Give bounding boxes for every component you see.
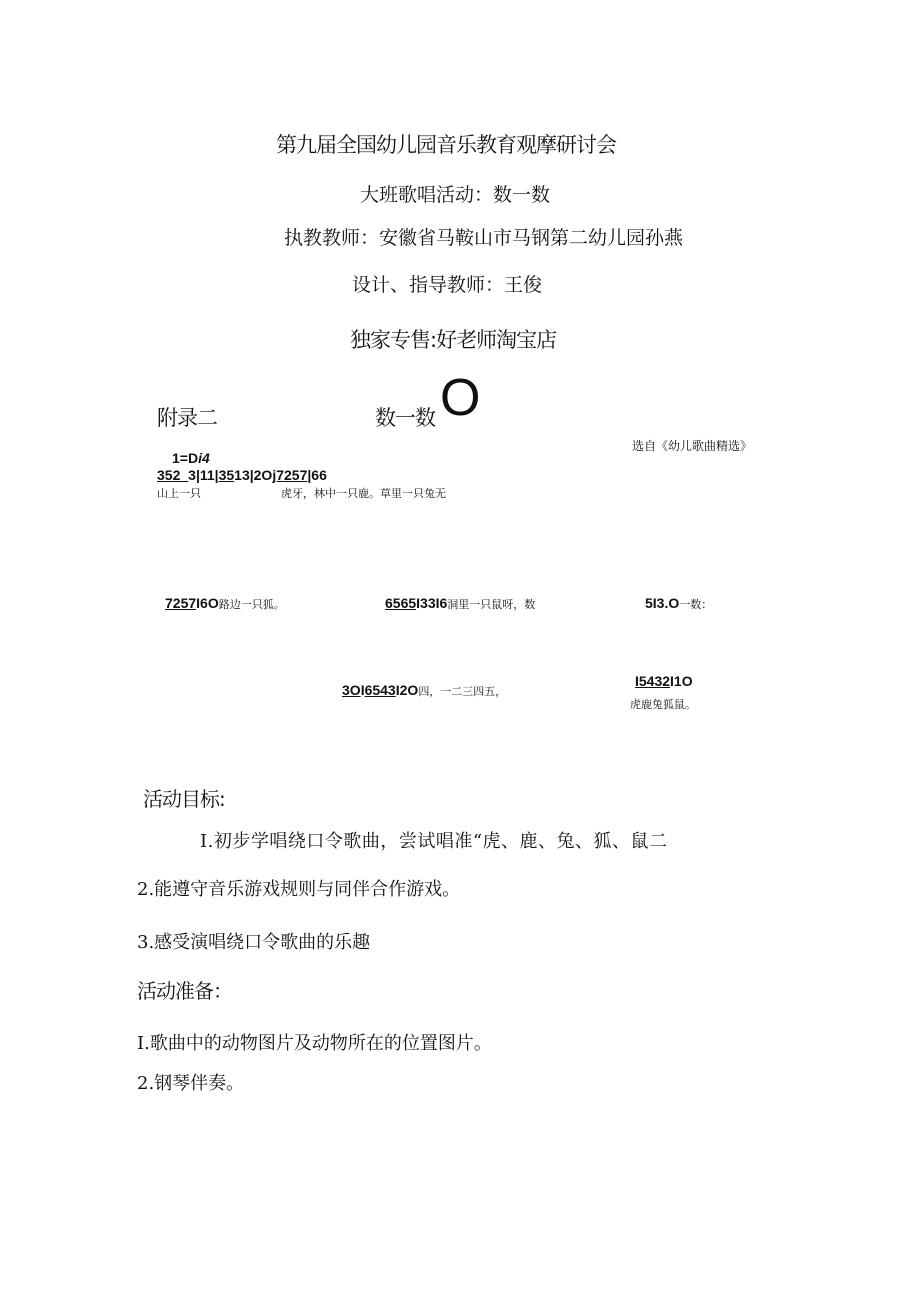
prep-item: 2.钢琴伴奏。	[137, 1073, 245, 1094]
lyric-line-1b: 虎牙，林中一只鹿。草里一只兔无	[281, 487, 446, 500]
score-line-2-seg-1	[165, 593, 285, 612]
lyric-text: 洞里一只鼠呀，数	[447, 598, 536, 611]
song-source: 选自《幼儿歌曲精选》	[632, 439, 753, 453]
key-signature	[172, 450, 210, 466]
notes-group: |66	[307, 467, 327, 483]
goal-item: 2.能遵守音乐游戏规则与同伴合作游戏。	[137, 879, 461, 900]
notes-group: I6O	[196, 595, 219, 611]
lyric-line-3b: 虎鹿兔狐鼠。	[630, 698, 696, 711]
lyric-text: 一数：	[679, 598, 713, 611]
notes-group: 7257	[165, 595, 197, 611]
notes-group: 6565	[385, 595, 417, 611]
song-title: 数一数	[375, 406, 435, 430]
score-line-2-seg-2	[385, 593, 535, 612]
notes-group: 35	[218, 467, 235, 483]
goal-item: I.初步学唱绕口令歌曲，尝试唱准“虎、鹿、兔、狐、鼠二	[200, 831, 668, 852]
goals-heading: 活动目标:	[143, 787, 225, 811]
score-line-3-seg-1	[342, 680, 506, 699]
notes-group: 3O	[342, 682, 361, 698]
notes-group: 13|2O	[234, 467, 273, 483]
score-line-2-seg-3	[645, 593, 712, 612]
score-line-3-seg-2	[635, 671, 693, 690]
notes-group: I1O	[670, 673, 693, 689]
lyric-text: 四，一二三四五，	[418, 685, 507, 698]
key-text: 1=D	[172, 450, 199, 466]
notes-group: j7257	[272, 467, 308, 483]
conference-title: 第九届全国幼儿园音乐教育观摩研讨会	[276, 133, 616, 157]
notes-group: 3|11|	[188, 467, 219, 483]
lyric-line-1a: 山上一只	[157, 487, 201, 500]
notes-group: 352_	[157, 467, 189, 483]
notes-group: I	[360, 682, 365, 698]
notes-group: 5I3.O	[645, 595, 680, 611]
notes-group: I5432	[635, 673, 671, 689]
score-line-1	[157, 467, 327, 483]
designer-line: 设计、指导教师：王俊	[352, 274, 543, 296]
teacher-line: 执教教师：安徽省马鞍山市马钢第二幼儿园孙燕	[284, 227, 684, 249]
prep-heading: 活动准备：	[137, 979, 232, 1003]
meter-text: i4	[198, 450, 210, 466]
activity-title: 大班歌唱活动：数一数	[360, 184, 551, 206]
prep-item: I.歌曲中的动物图片及动物所在的位置图片。	[137, 1033, 492, 1054]
notes-group: I2O	[395, 682, 419, 698]
song-title-mark: O	[440, 369, 481, 427]
lyric-text: 路边一只狐。	[218, 598, 285, 611]
notes-group: I33I6	[416, 595, 448, 611]
goal-item: 3.感受演唱绕口令歌曲的乐趣	[137, 932, 371, 953]
exclusive-line: 独家专售:好老师淘宝店	[350, 328, 557, 352]
notes-group: 6543	[364, 682, 396, 698]
appendix-label: 附录二	[157, 406, 217, 430]
